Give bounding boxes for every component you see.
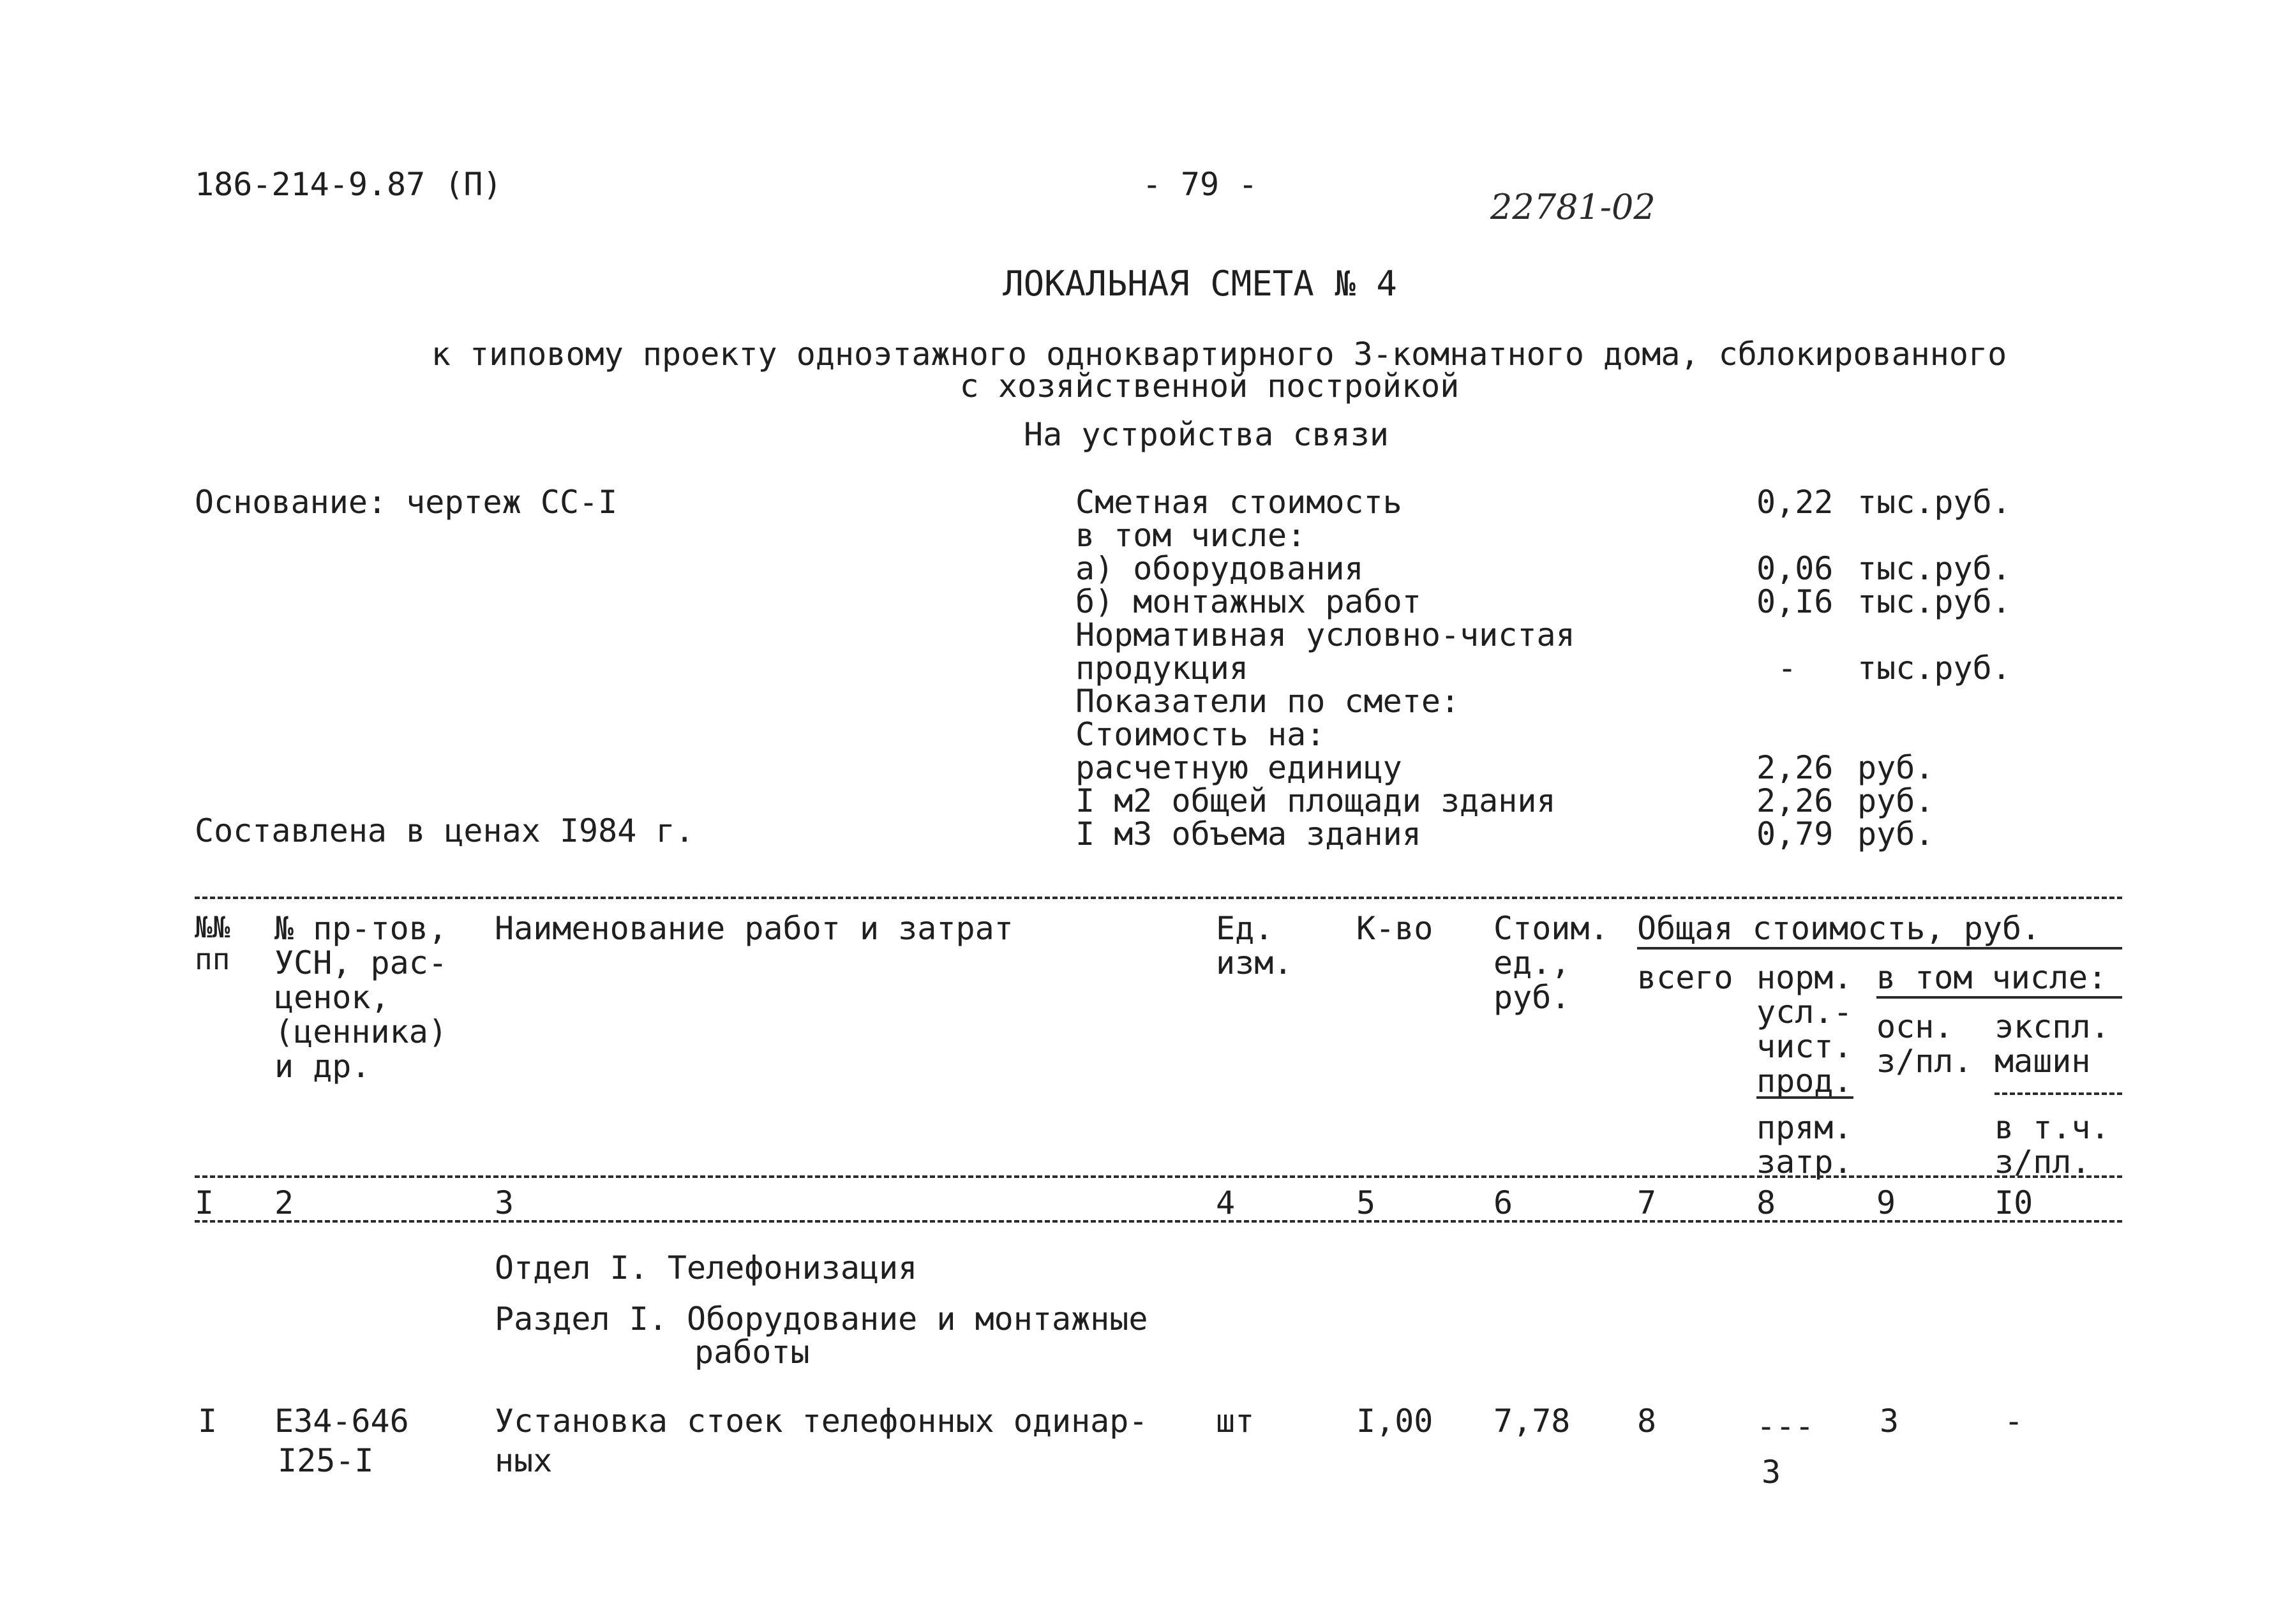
summary-unit: руб. xyxy=(1857,782,1935,819)
row-number: I xyxy=(198,1403,218,1440)
column-number: 4 xyxy=(1216,1184,1236,1221)
summary-value: 2,26 xyxy=(1756,749,1834,786)
column-number: 7 xyxy=(1637,1184,1657,1221)
column-number: 6 xyxy=(1493,1184,1513,1221)
summary-unit: тыс.руб. xyxy=(1857,550,2011,587)
header-unit: Ед. изм. xyxy=(1216,910,1293,981)
header-total-cost-group: Общая стоимость, руб. xyxy=(1637,910,2041,947)
summary-value: 0,I6 xyxy=(1756,583,1834,620)
header-unit-price: Стоим. ед., руб. xyxy=(1493,910,1609,1016)
header-normative-product: норм. усл.- чист. прод. xyxy=(1756,959,1853,1099)
estimate-purpose: На устройства связи xyxy=(1024,416,1389,453)
summary-label: Показатели по смете: xyxy=(1075,683,1460,720)
department-heading: Отдел I. Телефонизация xyxy=(495,1249,918,1286)
summary-value: 0,79 xyxy=(1756,816,1834,853)
header-quantity: К-во xyxy=(1356,910,1433,947)
handwritten-reference: 22781-02 xyxy=(1490,187,1656,227)
summary-value: 2,26 xyxy=(1756,782,1834,819)
summary-label: в том числе: xyxy=(1075,517,1306,554)
header-price-reference: № пр-тов, УСН, рас- ценок, (ценника) и др. xyxy=(274,910,447,1085)
row-unit: шт xyxy=(1216,1403,1255,1440)
row-name-line-1: Установка стоек телефонных одинар- xyxy=(495,1403,1148,1440)
row-unit-price: 7,78 xyxy=(1493,1403,1571,1440)
column-number: I xyxy=(195,1184,214,1221)
header-bottom-rule xyxy=(195,1175,2122,1178)
prices-year-note: Составлена в ценах I984 г. xyxy=(195,812,694,849)
summary-value: 0,22 xyxy=(1756,484,1834,521)
document-code: 186-214-9.87 (П) xyxy=(195,166,502,203)
total-cost-underline xyxy=(1637,947,2122,950)
summary-unit: руб. xyxy=(1857,749,1935,786)
machine-operation-rule xyxy=(1994,1092,2122,1095)
including-underline xyxy=(1876,996,2122,999)
row-base-wages: 3 xyxy=(1880,1403,1899,1440)
normative-product-underline xyxy=(1756,1096,1853,1099)
summary-label: продукция xyxy=(1075,650,1248,687)
header-including-group: в том числе: xyxy=(1876,959,2107,996)
row-normative-product: --- xyxy=(1756,1408,1815,1445)
summary-label: Нормативная условно-чистая xyxy=(1075,616,1575,653)
header-work-name: Наименование работ и затрат xyxy=(495,910,1014,947)
summary-unit: тыс.руб. xyxy=(1857,583,2011,620)
header-machine-operation: экспл. машин xyxy=(1994,1008,2110,1080)
summary-label: б) монтажных работ xyxy=(1075,583,1421,620)
subtitle-line-1: к типовому проекту одноэтажного одноквартирного 3-комнатного дома, сблокированного xyxy=(431,336,2007,373)
summary-unit: тыс.руб. xyxy=(1857,650,2011,687)
column-number: 9 xyxy=(1876,1184,1896,1221)
column-number: I0 xyxy=(1994,1184,2033,1221)
header-base-wages: осн. з/пл. xyxy=(1876,1008,1973,1080)
row-quantity: I,00 xyxy=(1356,1403,1433,1440)
column-number: 5 xyxy=(1356,1184,1376,1221)
table-top-rule xyxy=(195,897,2122,899)
summary-label: а) оборудования xyxy=(1075,550,1364,587)
summary-value: - xyxy=(1777,650,1797,687)
estimate-title: ЛОКАЛЬНАЯ СМЕТА № 4 xyxy=(1003,264,1397,304)
header-total: всего xyxy=(1637,959,1733,996)
summary-label: расчетную единицу xyxy=(1075,749,1402,786)
section-heading-line-2: работы xyxy=(694,1334,810,1371)
summary-label: Сметная стоимость xyxy=(1075,484,1402,521)
subtitle-line-2: с хозяйственной постройкой xyxy=(959,368,1460,405)
column-number: 3 xyxy=(495,1184,514,1221)
row-total: 8 xyxy=(1637,1403,1657,1440)
summary-label: I м3 объема здания xyxy=(1075,816,1421,853)
section-heading-line-1: Раздел I. Оборудование и монтажные xyxy=(495,1300,1148,1337)
row-machine-operation: - xyxy=(2004,1403,2024,1440)
column-numbers-rule xyxy=(195,1220,2122,1223)
header-item-number: №№ пп xyxy=(195,910,230,976)
summary-unit: руб. xyxy=(1857,816,1935,853)
summary-value: 0,06 xyxy=(1756,550,1834,587)
column-number: 2 xyxy=(274,1184,294,1221)
row-direct-costs: 3 xyxy=(1762,1454,1781,1491)
row-code-line-2: I25-I xyxy=(278,1442,374,1479)
column-number: 8 xyxy=(1756,1184,1776,1221)
row-name-line-2: ных xyxy=(495,1442,553,1479)
header-direct-costs: прям. затр. xyxy=(1756,1109,1853,1181)
summary-label: Стоимость на: xyxy=(1075,716,1326,753)
summary-label: I м2 общей площади здания xyxy=(1075,782,1556,819)
page-number: - 79 - xyxy=(1142,166,1258,203)
summary-unit: тыс.руб. xyxy=(1857,484,2011,521)
basis-note: Основание: чертеж СС-I xyxy=(195,484,618,521)
header-machine-wages: в т.ч. з/пл. xyxy=(1994,1109,2110,1181)
row-code-line-1: Е34-646 xyxy=(274,1403,409,1440)
